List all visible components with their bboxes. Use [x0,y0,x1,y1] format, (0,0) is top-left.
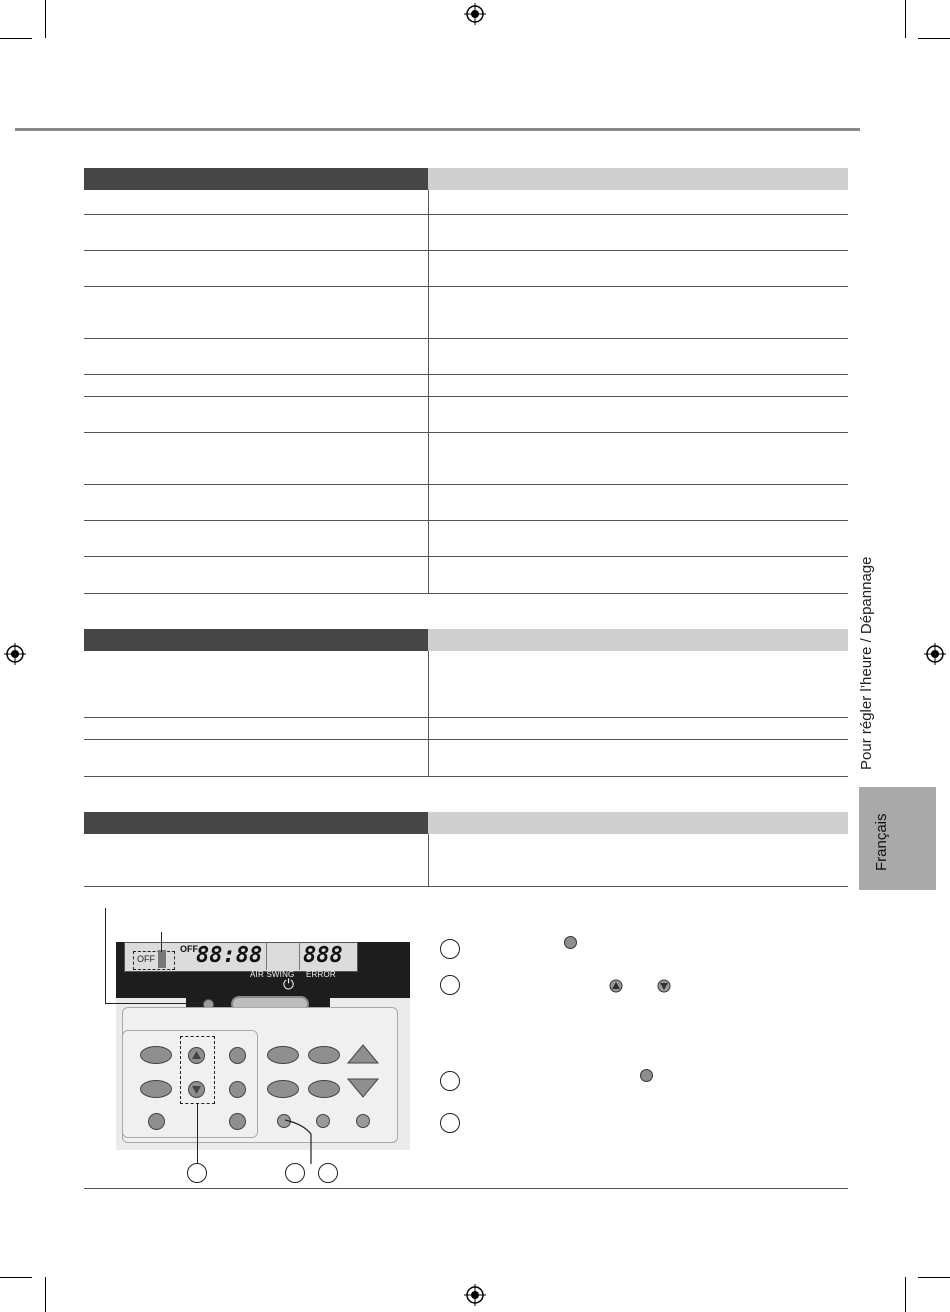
air-swing-label: AIR SWING [250,970,295,979]
oval-button[interactable] [308,1080,340,1098]
up-arrow-icon [189,1048,204,1063]
oval-button[interactable] [267,1080,299,1098]
leader-line [105,908,106,1004]
table-row [84,190,848,215]
table-header [84,168,848,190]
registration-mark-icon [924,643,946,665]
temp-down-button[interactable] [346,1077,380,1099]
table-row [84,433,848,485]
leader-line [283,1118,331,1166]
leader-line [105,1003,203,1004]
table-row [84,375,848,397]
troubleshooting-table-3 [84,812,848,887]
round-button[interactable] [229,1113,246,1130]
table-header [84,812,848,834]
table-row [84,557,848,594]
table-row [84,521,848,557]
leader-line [197,1103,198,1164]
language-tab-label: Français [873,813,890,871]
troubleshooting-table-2 [84,629,848,777]
lcd-separator [266,942,267,970]
leader-line [161,932,162,952]
lcd-off-prefix: OFF [180,944,198,954]
round-button[interactable] [229,1047,246,1064]
step-circle [440,1071,460,1091]
top-rule [15,128,860,131]
table-row [84,651,848,718]
off-indicator-bar [158,950,166,968]
side-section-label: Pour régler l’heure / Dépannage [858,556,875,770]
button-icon [640,1069,653,1082]
troubleshooting-table-1 [84,168,848,594]
language-tab [859,787,936,890]
table-row [84,834,848,887]
round-button[interactable] [229,1081,246,1098]
step-circle [440,939,460,959]
crop-mark [0,38,32,39]
crop-mark [0,1277,32,1278]
crop-mark [905,0,906,38]
crop-mark [905,1277,906,1312]
table-row [84,397,848,433]
crop-mark [45,0,46,38]
down-arrow-icon [657,979,671,993]
up-arrow-icon [609,979,623,993]
registration-mark-icon [4,643,26,665]
registration-mark-icon [464,3,486,25]
table-header [84,629,848,651]
small-button[interactable] [356,1114,370,1128]
crop-mark [45,1277,46,1312]
table-row [84,339,848,375]
round-button[interactable] [148,1113,165,1130]
mode-button[interactable] [140,1046,172,1064]
table-row [84,485,848,521]
step-circle [440,975,460,995]
table-row [84,251,848,287]
callout-circle [318,1163,338,1183]
time-up-button[interactable] [188,1047,205,1064]
callout-circle [285,1163,305,1183]
error-label: ERROR [306,970,336,979]
table-row [84,215,848,251]
temp-up-button[interactable] [346,1043,380,1065]
callout-circle [187,1163,207,1183]
off-indicator-label: OFF [137,954,155,964]
registration-mark-icon [464,1284,486,1306]
crop-mark [918,1277,950,1278]
time-down-button[interactable] [188,1081,205,1098]
table-row [84,740,848,777]
bottom-rule [84,1188,848,1189]
fan-button[interactable] [140,1080,172,1098]
crop-mark [918,38,950,39]
button-icon [564,936,577,949]
lcd-time-digits: 88:88 [196,943,263,968]
table-row [84,287,848,339]
lcd-separator [299,942,300,970]
down-arrow-icon [189,1082,204,1097]
power-icon: ⏻ [283,977,295,993]
oval-button[interactable] [308,1046,340,1064]
step-circle [440,1113,460,1133]
oval-button[interactable] [267,1046,299,1064]
table-row [84,718,848,740]
lcd-code-digits: 888 [303,943,343,968]
